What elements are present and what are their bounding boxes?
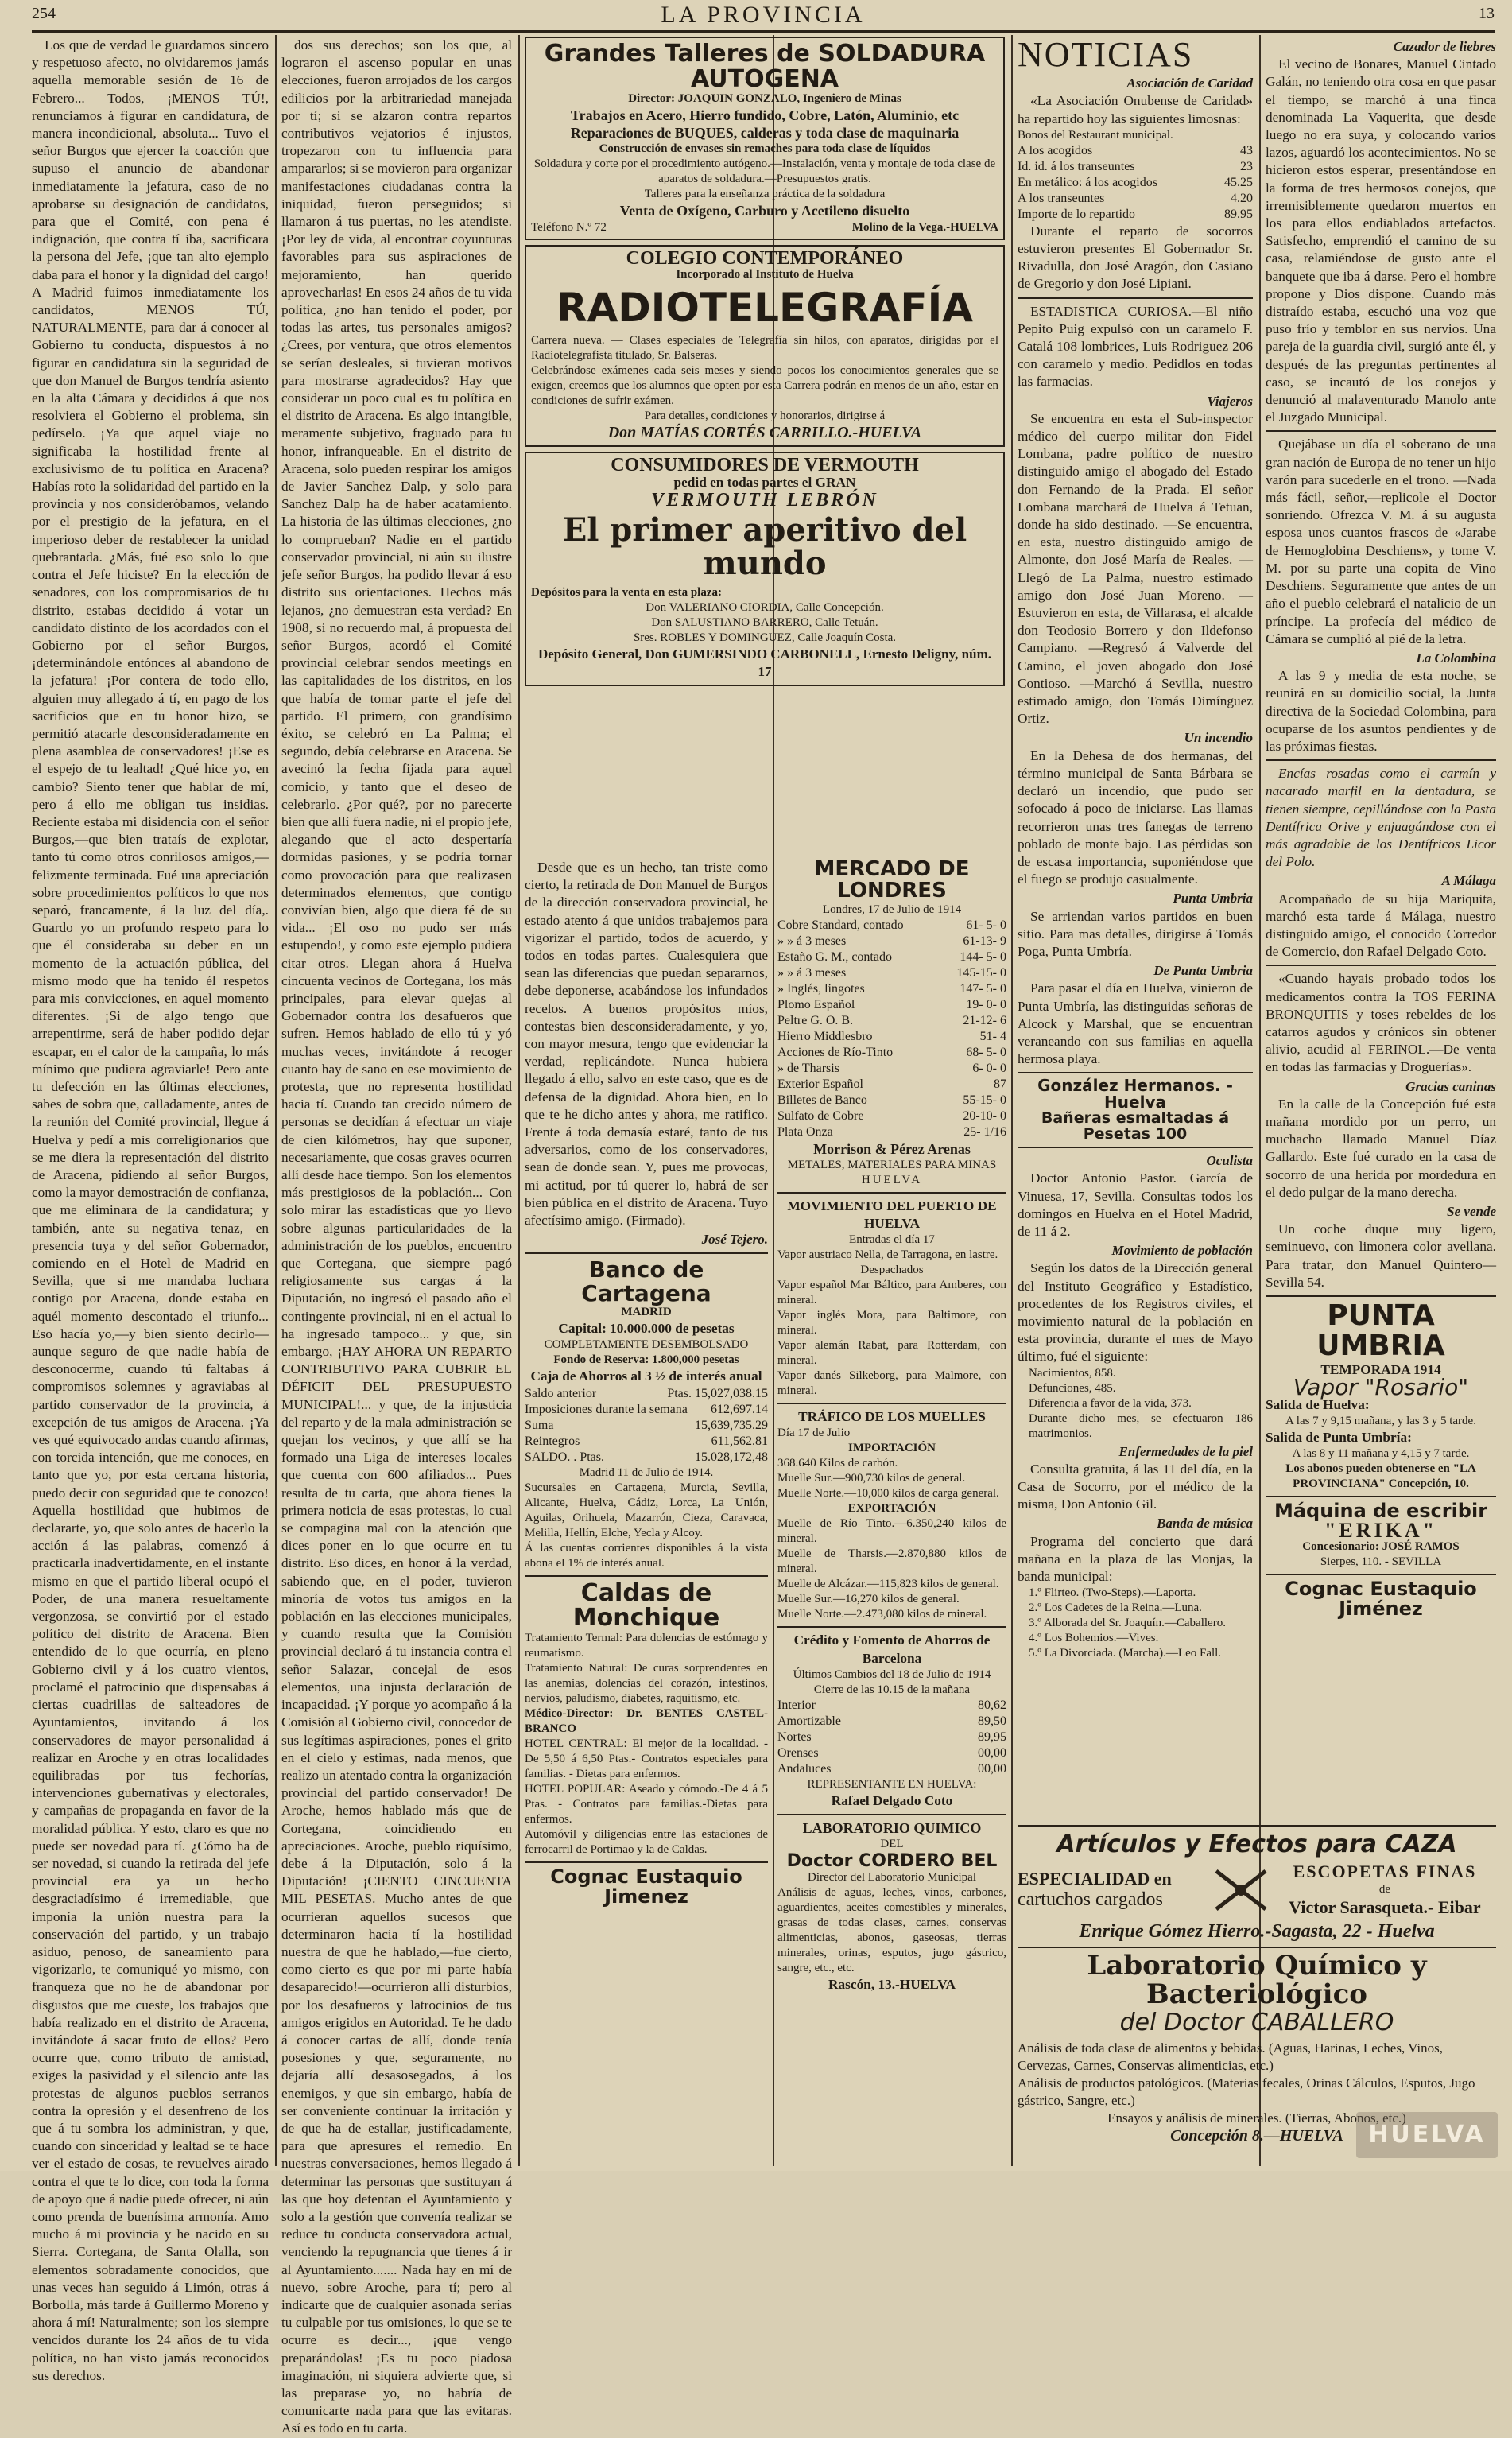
doctor-name: Doctor CORDERO BEL — [786, 1851, 998, 1872]
firm-city: HUELVA — [861, 1173, 923, 1186]
news-text: Se arriendan varios partidos en buen sitio. Para mas detalles, dirigirse á Tomás Poga, Punta Umbría. — [1018, 908, 1253, 959]
row-value: 25- 1/16 — [963, 1124, 1006, 1139]
ad-line: Trabajos en Acero, Hierro fundido, Cobre, Latón, Aluminio, etc — [570, 107, 960, 123]
news-text: Vapor inglés Mora, para Baltimore, con mineral. — [777, 1309, 1006, 1337]
row-value: 80,62 — [978, 1698, 1006, 1712]
row-label: Peltre G. O. B. — [777, 1013, 854, 1027]
section-sub: Despachados — [860, 1264, 924, 1277]
ad-banco — [525, 1258, 768, 1570]
row-value: 15,639,735.29 — [695, 1418, 768, 1432]
ad-soldadura — [525, 37, 1005, 240]
table-row — [1018, 191, 1253, 207]
ad-text: Salida de Punta Umbría: — [1266, 1430, 1412, 1446]
musica-list — [1018, 1586, 1253, 1661]
table-row — [1018, 175, 1253, 191]
row-value: 6- 0- 0 — [972, 1061, 1006, 1075]
ad-text: Tratamiento Termal: Para dolencias de estómago y reumatismo. — [525, 1631, 768, 1660]
ad-text: de — [1378, 1883, 1391, 1896]
header-rule — [32, 30, 1495, 33]
news-heading: La Colombina — [1416, 650, 1496, 666]
ad-text: Depósitos para la venta en esta plaza: — [531, 586, 722, 600]
ad-title: PUNTA UMBRIA — [1316, 1299, 1445, 1362]
mercado-table — [777, 918, 1006, 1140]
caridad-table — [1018, 143, 1253, 223]
ad-subtitle: del Doctor CABALLERO — [1119, 2009, 1394, 2037]
signature: José Tejero. — [701, 1232, 768, 1248]
ad-vermouth — [525, 452, 1005, 686]
firm-name: Morrison & Pérez Arenas — [813, 1140, 971, 1157]
row-label: » de Tharsis — [777, 1061, 839, 1075]
section-date: Londres, 17 de Julio de 1914 — [822, 903, 962, 916]
ad-title: Artículos y Efectos para CAZA — [1056, 1830, 1457, 1858]
table-row — [1018, 143, 1253, 159]
section-title: LABORATORIO QUIMICO — [802, 1820, 982, 1837]
news-text: Muelle de Río Tinto.—6.350,240 kilos de mineral. — [777, 1517, 1006, 1546]
news-heading: Viajeros — [1207, 393, 1253, 409]
ad-subtitle: Incorporado al Instituto de Huelva — [676, 267, 854, 281]
row-label: A los acogidos — [1018, 143, 1093, 157]
row-label: Hierro Middlesbro — [777, 1029, 873, 1043]
ad-text: ESPECIALIDAD en — [1018, 1869, 1172, 1889]
row-label: Acciones de Río-Tinto — [777, 1045, 894, 1059]
table-row — [777, 1108, 1006, 1124]
section-sub: EXPORTACIÓN — [847, 1502, 936, 1516]
ad-text: Madrid 11 de Julio de 1914. — [579, 1466, 714, 1479]
news-text: Encías rosadas como el carmín y nacarado marfil en la dentadura, se tienen siempre, cepillándose con la Pasta Dentífrica Orive y enjuagándose con el más agradable de los Dentífricos Licor del Polo. — [1266, 766, 1496, 870]
table-row — [777, 1029, 1006, 1045]
ad-title: Laboratorio Químico y Bacteriológico — [1087, 1950, 1427, 2010]
news-text: Acompañado de su hija Mariquita, marchó esta tarde á Málaga, nuestro distinguido amigo, el conocido Corredor de Comercio, don Rafael Delgado Coto. — [1266, 891, 1496, 960]
table-row — [525, 1450, 768, 1466]
row-value: 45.25 — [1224, 175, 1253, 189]
news-heading: Punta Umbria — [1173, 891, 1253, 906]
row-label: Imposiciones durante la semana — [525, 1402, 688, 1416]
ad-line: Reparaciones de BUQUES, calderas y toda clase de maquinaria — [570, 125, 960, 142]
puerto — [777, 1198, 1006, 1399]
news-heading: Gracias caninas — [1405, 1078, 1496, 1094]
section-sub: IMPORTACIÓN — [847, 1442, 936, 1455]
news-text: Vapor danés Silkeborg, para Malmore, con mineral. — [777, 1369, 1006, 1398]
section-title: Crédito y Fomento de Ahorros de Barcelona — [793, 1632, 991, 1666]
table-row — [525, 1418, 768, 1434]
news-text: Se encuentra en esta el Sub-inspector médico del cuerpo militar don Fidel Lombana, padre político de nuestro distinguido amigo el abogado del Estado don Fernando de la Prada. El señor Lombana marchará de Huelva á Tetuan, donde ha sido destinado. —Se encuentra, en esta, nuestro distinguido amigo de Almonte, don José María de Reales. —Llegó de La Palma, nuestro estimado amigo don José Juan Moreno. —Estuvieron en esta, de Villarasa, el alcalde don Teodosio Borrero y don Ildefonso Campiano. —Regresó á Valverde del Camino, el joven abogado don José Contioso. —Marchó á Sevilla, nuestro estimado amigo, don Tomás Dimínguez Ortiz. — [1018, 410, 1253, 727]
row-label: Sulfato de Cobre — [777, 1108, 864, 1123]
column-4 — [777, 859, 1006, 2171]
news-text: Análisis de aguas, leches, vinos, carbones, aguardientes, aceites comestibles y minerales, grasas de todas clases, carnes, conservas alimenticias, abonos, gaseosas, tierras minerales, orinas, esputos, jugo gástrico, sangre, etc., etc. — [777, 1886, 1006, 1975]
ad-text: Concesionario: JOSÉ RAMOS — [1302, 1539, 1460, 1553]
article-column-2 — [281, 37, 512, 2436]
news-text: Un coche duque muy ligero, seminuevo, con limonera color avellana. Para tratar, don Manuel Quintero—Sevilla 54. — [1266, 1221, 1496, 1290]
ad-city: MADRID — [621, 1306, 672, 1319]
row-label: Interior — [777, 1698, 816, 1712]
ad-brand: VERMOUTH LEBRÓN — [651, 489, 878, 511]
row-label: Plata Onza — [777, 1124, 833, 1139]
ad-line: Soldadura y corte por el procedimiento autógeno.—Instalación, venta y montaje de toda clase de aparatos de soldadura.—Presupuestos gratis. — [533, 157, 996, 186]
list-item: 1.º Flirteo. (Two-Steps).—Laporta. — [1029, 1586, 1196, 1600]
credito — [777, 1632, 1006, 1810]
table-row — [777, 981, 1006, 997]
row-value: 89.95 — [1224, 207, 1253, 221]
section-sub: Entradas el día 17 — [849, 1233, 935, 1247]
column-rule — [518, 35, 520, 2166]
article-text: dos sus derechos; son los que, al lograron el ascenso popular en unas elecciones, fueron arrojados de los cargos edilicios por la arbitrariedad manejada por tí; si se alzaron contra repartos contributivos vejatorios é injustos, tropezaron con tu influencia para ampararlos; si se movieron para organizar manifestaciones ciudadanas contra la iniquidad, fueron perseguidos; si llamaron á tus puertas, no les atendiste. ¡Por ley de vida, al encontrar coyunturas favorables para sus aspiraciones de mejoramiento, han querido aprovecharlas! En esos 24 años de tu vida política, ¿no han tenido el poder, por todas las artes, tus personales amigos? ¿Crees, por ventura, que otros elementos se serían desleales, si tuvieran motivos para mostrarse agradecidos? Hay que considerar un poco cual es tu política en el distrito de Aracena. Es algo intangible, meramente subjetivo, fraguado para tu honor, infranqueable. En el distrito de Aracena, solo pueden respirar los amigos de Javier Sanchez Dalp, y solo para Sanchez Dalp ha de haber acatamiento. La historia de las últimas elecciones, ¿no lo comprueban? Nadie en el partido conservador provincial, ni aún su ilustre jefe señor Burgos, ha podido llevar á eso distrito sus orientaciones. Hechos más lejanos, ¿no demuestran esta verdad? En 1908, si no recuerdo mal, á propuesta del señor Burgos, acordó el Comité provincial celebrar sendos meetings en las capitalidades de los distritos, en los que había de tomar parte el jefe del partido. El primero, con grandísimo éxito, se celebró en La Palma; el segundo, debía celebrarse en Aracena. Se avecinó la fecha fijada para aquel comicio, y tanto que el deseo de celebrarlo. ¿Por qué?, por no parecerte bien que allí fuera nadie, ni el propio jefe, alegando que el acto despertaría dormidas pasiones, y se podría tornar como provocación para que realizasen determinados elementos, que contigo convivían bien, algo que diera fé de su vida... ¡El oso no pudo ser más estupendo!, y como este ejemplo pudiera citar otros. Llegan ahora á Huelva cincuenta vecinos de Cortegana, los más principales, para elevar quejas al Gobernador contra los desafueros que sufren. Hemos hablado de ello tú y yó muchas veces, invitándote á recoger cuanto hay de sano en ese movimiento de protesta, que no representa hostilidad hacia tí. Cuando tan crecido número de personas se decidían á efectuar un viaje de cien kilómetros, hay que suponer, necesariamente, que cosas graves ocurren allí desde hace tiempo. Son los elementos más prestigiosos de la población... Con solo mirar las estadísticas que yo llevo sobre algunas particularidades de la administración de los pueblos, encuentro que Cortegana, que siempre pagó religiosamente sus cargas á la Diputación, no ingresó el pasado año el contingente provincial, ni en el actual lo ha ingresado tampoco... y que, sin embargo, ¡HAY AHORA UN REPARTO CONTRIBUTIVO PARA CUBRIR EL DÉFICIT DEL PRESUPUESTO MUNICIPAL!... y que, de la injusticia del reparto y de la mala administración se quejan los vecinos, y que allí se ha formado una Liga de intereses locales que cuenta con 600 afiliados... Pues resulta de tu carta, que ahora tienes la primera noticia de esas protestas, lo cual se compagina mal con la atención que dices poner en lo que ocurre en tu distrito. Eso dices, en honor á la verdad, sabiendo que, en el poder, tuvieron minoría de votos tus amigos en la población en las elecciones municipales, y cuando resulta que la Comisión provincial declaró á tu instancia contra el señor Salazar, concejal de esos elementos, una injusta declaración de incapacidad. ¡Y porque yo acompaño á la Comisión al Gobierno civil, conocedor de sus legítimas aspiraciones, pones el grito en el cielo y estimas, nada menos, que realizo un atentado contra la organización provincial del partido conservador! De Aroche, hemos hablado más que de Cortegana, coincidiendo en apreciaciones. Aroche, pueblo riquísimo, debe á la Diputación, solo á la Diputación! ¡CIENTO CINCUENTA MIL PESETAS. Mucho antes de que ocurrieran aquellos sucesos que determinaron hacia tí la hostilidad nuestra de que he hablado,—fue cierto, como cierto es que por mi parte había desaparecido!—ocurrieron allí disturbios, por los desafueros y latrocinios de tus amigos erigidos en Autoridad. Te he dado á conocer cartas de allí, donde tenía posesiones y que, seguramente, no dejaría allí desasosegados, á los enemigos, y que sin embargo, había de ser conveniente continuar la irritación y de que ha de estallar, justificadamente, para que apresures el remedio. En nuestras conversaciones, hemos llegado á determinar las personas que sustituyan á las que hoy detentan el Ayuntamiento y solo a la gestión que convenía realizar se reduce tu conducta conservadora actual, venciendo la repugnancia que tienes á ir al Ayuntamiento....... Nada hay en mí de nuevo, sobre Aroche, para tí; pero al indicarte que de cualquier asonada serías tu culpable por tus omisiones, lo que se te ocurre es decir..., ¡que vengo preparándolas! ¡Es tu poco piadosa imaginación, ni siquiera advierte que, si las preparase yo, no habría de comunicarte nada para que las evitaras. Así es todo en tu carta. — [281, 37, 512, 2436]
news-text: Consulta gratuita, á las 11 del día, en la Casa de Socorro, por el médico de la misma, Don Antonio Gil. — [1018, 1461, 1253, 1512]
table-row — [777, 965, 1006, 981]
ad-text: HOTEL POPULAR: Aseado y cómodo.-De 4 á 5 Ptas. - Contratos para familias.-Dietas para enfermos. — [525, 1782, 768, 1826]
news-text: Quejábase un día el soberano de una gran nación de Europa de no tener un hijo varón para sucederle en el trono. —Nada más fácil, señor,—replicole el Doctor sonriendo. Ofrezca V. M. á su augusta esposa unos cuantos frascos de «Jarabe de Hemoglobina Deschiens», y tome V. M. por su parte una copita de Vino Deschiens. Seguramente que antes de un año el pueblo celebrará el natalicio de un príncipe. La profecía del médico de Cámara se cumplió al pié de la letra. — [1266, 437, 1496, 646]
table-row — [777, 997, 1006, 1013]
row-value: 61- 5- 0 — [966, 918, 1006, 932]
ad-title: Caldas de Monchique — [572, 1578, 720, 1632]
row-label: Andaluces — [777, 1761, 832, 1776]
row-label: Nortes — [777, 1730, 812, 1744]
row-value: 612,697.14 — [711, 1402, 768, 1416]
news-text: Doctor Antonio Pastor. García de Vinuesa, 17, Sevilla. Consultas todos los domingos en Huelva en el Hotel Madrid, de 11 á 2. — [1018, 1170, 1253, 1240]
news-heading: Enfermedades de la piel — [1118, 1443, 1253, 1459]
row-label: Cobre Standard, contado — [777, 918, 904, 932]
news-text: 368.640 Kilos de carbón. — [777, 1457, 898, 1470]
news-text: En la Dehesa de dos hermanas, del término municipal de Santa Bárbara se declaró un incendio, que pudo ser sofocado á poco de iniciarse. Las llamas recorrieron unas tres fanegas de terreno poblado de monte bajo. Las pérdidas son de escasa importancia, suponiéndose que el fuego se produjo casualmente. — [1018, 747, 1253, 887]
section-date: Día 17 de Julio — [777, 1427, 851, 1440]
row-label: Id. id. á los transeuntes — [1018, 159, 1135, 173]
row-value: 20-10- 0 — [963, 1108, 1006, 1123]
row-label: » » á 3 meses — [777, 934, 847, 948]
row-value: 55-15- 0 — [963, 1093, 1006, 1107]
list-item: Nacimientos, 858. — [1029, 1366, 1116, 1380]
ad-headline: El primer aperitivo del mundo — [562, 511, 967, 583]
table-row — [777, 949, 1006, 965]
row-value: Ptas. 15,027,038.15 — [667, 1386, 768, 1400]
row-label: Exterior Español — [777, 1077, 863, 1091]
ad-text: cartuchos cargados — [1018, 1889, 1163, 1910]
trafico — [777, 1408, 1006, 1622]
masthead: LA PROVINCIA — [661, 2, 866, 28]
watermark-text: HUELVA — [1368, 2121, 1486, 2149]
ad-subtitle: pedid en todas partes el GRAN — [673, 474, 856, 490]
ad-line: Talleres para la enseñanza práctica de la soldadura — [644, 188, 886, 201]
news-text: Muelle Sur.—16,270 kilos de general. — [777, 1593, 960, 1606]
banco-table — [525, 1386, 768, 1466]
news-text: Bonos del Restaurant municipal. — [1018, 128, 1173, 142]
ad-text: Sres. ROBLES Y DOMINGUEZ, Calle Joaquín Costa. — [633, 631, 897, 645]
section-title: MERCADO DE LONDRES — [814, 857, 970, 903]
table-row — [525, 1386, 768, 1402]
ad-text: Para detalles, condiciones y honorarios, dirigirse á — [644, 410, 886, 423]
news-text: ESTADISTICA CURIOSA.—El niño Pepito Puig expulsó con un caramelo F. Catalá 108 lombrices, Luis Rodriguez 206 con caramelo y medio. Pedidlos en todas las farmacias. — [1018, 303, 1253, 390]
news-text: Vapor alemán Rabat, para Rotterdam, con mineral. — [777, 1339, 1006, 1368]
ad-text: Fondo de Reserva: 1.800,000 pesetas — [553, 1353, 739, 1367]
firm-sub: METALES, MATERIALES PARA MINAS — [787, 1158, 997, 1171]
news-text: «La Asociación Onubense de Caridad» ha repartido hoy las siguientes limosnas: — [1018, 93, 1253, 126]
table-row — [525, 1434, 768, 1450]
lab-cordero — [777, 1819, 1006, 1994]
ads-column-wide — [525, 37, 1005, 848]
ad-text: Don VALERIANO CIORDIA, Calle Concepción. — [646, 601, 884, 615]
table-row — [1018, 207, 1253, 223]
right-page-number: 13 — [1479, 5, 1495, 22]
ad-text: COMPLETAMENTE DESEMBOLSADO — [544, 1338, 749, 1352]
news-text: «Cuando hayais probado todos los medicamentos contra la TOS FERINA BRONQUITIS y toses rebeldes de los catarros agudos y crónicos sin obtener alivio, acudid al FERINOL.—De venta en todas las farmacias y Droguerías». — [1266, 971, 1496, 1075]
section-sub: Últimos Cambios del 18 de Julio de 1914 — [793, 1667, 991, 1681]
row-label: A los transeuntes — [1018, 191, 1105, 205]
ad-line: Construcción de envases sin remaches para toda clase de líquidos — [599, 142, 931, 156]
table-row — [525, 1402, 768, 1418]
credito-table — [777, 1698, 1006, 1777]
news-heading: Movimiento de población — [1111, 1243, 1253, 1259]
ad-text: Caja de Ahorros al 3 ½ de interés anual — [530, 1368, 762, 1384]
table-row — [1018, 159, 1253, 175]
lab-address: Rascón, 13.-HUELVA — [828, 1977, 956, 1993]
ad-text: A las 7 y 9,15 mañana, y las 3 y 5 tarde. — [1285, 1415, 1476, 1428]
archive-watermark — [1356, 2112, 1498, 2158]
ad-text: Tratamiento Natural: De curas sorprendentes en las anemias, dolencias del corazón, intestinos, nervios, paludismo, diabetes, raquitismo, etc. — [525, 1661, 768, 1705]
rep-name: Rafael Delgado Coto — [831, 1792, 953, 1808]
table-row — [777, 1730, 1006, 1745]
page-header — [32, 0, 1495, 32]
left-page-number: 254 — [32, 5, 56, 22]
list-item: Durante dicho mes, se efectuaron 186 matrimonios. — [1029, 1411, 1253, 1440]
table-row — [777, 1013, 1006, 1029]
news-text: Vapor español Mar Báltico, para Amberes, con mineral. — [777, 1279, 1006, 1307]
ad-brand: "ERIKA" — [1324, 1518, 1438, 1542]
row-value: 23 — [1240, 159, 1253, 173]
ad-text: Sierpes, 110. - SEVILLA — [1320, 1555, 1442, 1568]
ad-director: Director: JOAQUIN GONZALO, Ingeniero de Minas — [628, 92, 901, 105]
row-label: SALDO. . Ptas. — [525, 1450, 605, 1464]
news-heading: A Málaga — [1441, 873, 1496, 889]
news-text: Muelle de Alcázar.—115,823 kilos de general. — [777, 1578, 999, 1591]
row-value: 15.028,172,48 — [695, 1450, 768, 1464]
ad-text: Á las cuentas corrientes disponibles á la vista abona el 1% de interés anual. — [525, 1541, 768, 1570]
row-label: Suma — [525, 1418, 554, 1432]
row-label: Importe de lo repartido — [1018, 207, 1135, 221]
poblacion-list — [1018, 1366, 1253, 1442]
ad-title: Máquina de escribir — [1274, 1500, 1488, 1523]
row-label: Estaño G. M., contado — [777, 949, 892, 964]
row-value: 68- 5- 0 — [966, 1045, 1006, 1059]
table-row — [777, 1698, 1006, 1714]
news-heading: Cazador de liebres — [1393, 39, 1496, 54]
news-heading: Oculista — [1206, 1153, 1253, 1169]
column-6 — [1266, 37, 1496, 1818]
table-row — [777, 1745, 1006, 1761]
news-text: Muelle Sur.—900,730 kilos de general. — [777, 1472, 966, 1485]
list-item: 4.º Los Bohemios.—Vives. — [1029, 1632, 1159, 1645]
row-label: Orenses — [777, 1745, 819, 1760]
ad-title: González Hermanos. - Huelva — [1037, 1076, 1233, 1112]
ad-headline: RADIOTELEGRAFÍA — [556, 284, 973, 331]
ad-text: Médico-Director: Dr. BENTES CASTEL-BRANCO — [525, 1706, 768, 1735]
row-label: En metálico: á los acogidos — [1018, 175, 1157, 189]
row-value: 00,00 — [978, 1745, 1006, 1760]
row-value: 611,562.81 — [711, 1434, 768, 1448]
news-text: Para pasar el día en Huelva, vinieron de Punta Umbría, las distinguidas señoras de Alcock y Marshal, que se encuentran veraneando con sus familias en aquella hermosa playa. — [1018, 980, 1253, 1067]
ad-text: Don SALUSTIANO BARRERO, Calle Tetuán. — [651, 616, 878, 630]
section-title: NOTICIAS — [1018, 35, 1194, 74]
section-sub: Director del Laboratorio Municipal — [807, 1871, 976, 1885]
news-text: Vapor austriaco Nella, de Tarragona, en lastre. — [777, 1248, 998, 1262]
row-label: » » á 3 meses — [777, 965, 847, 980]
row-label: Billetes de Banco — [777, 1093, 867, 1107]
ad-phone: Teléfono N.º 72 — [531, 220, 607, 234]
row-value: 89,50 — [978, 1714, 1006, 1728]
column-rule — [275, 35, 277, 2166]
article-text: Los que de verdad le guardamos sincero y respetuoso afecto, no olvidaremos jamás aquella memorable sesión de 16 de Febrero... Todos, ¡MENOS TÚ!, renunciamos á figurar en candidatura, de manera incondicional, absoluta... Tuvo el señor Burgos que ejercer la coacción que supuso el anuncio de abandonar inmediatamente la jefatura, caso de no aprobarse su designación de candidatos, para que el Comité, con pena é indignación, que contra tí iba, sacrificara la persona del Jefe, ¡que tan alto ejemplo daba para el honor y la dignidad del cargo! A Madrid fuimos inmediatamente los candidatos, MENOS TÚ, NATURALMENTE, para dar á conocer al Gobierno tu conducta, dispuestos á no figurar en candidatura sin la seguridad de que don Manuel de Burgos tendría asiento en la alta Cámara y decididos á que nos resolviera el Gobierno el problema, sin pedírselo. ¡Ya que aquel viaje no significaba la hostilidad frente al exclusivismo de tu política en Aracena? Habías roto la solidaridad del partido en la provincia y nos consideróbamos, velando por el prestigio de la jefatura, en el imperioso deber de restablecer la unidad quebrantada. ¿Más, fué eso solo lo que contra el Jefe hiciste? En la elección de senadores, con los compromisarios de tu distrito, estabas decidido á votar un candidato distinto de los acordados con el Gobierno por el señor Burgos, ¡determinándole entónces al abandono de la jefatura! ¡Por contera de todo ello, alguien muy allegado á tí, en pago de los sacrificios que en tu honor hizo, se permitió atacarle desconsideradamente en plena asamblea de conservadores! ¡Ese es el espejo de tu lealtad! ¿Qué hice yo, en cambio? Siento tener que hablar de mí, pero á ello me obligan tus insidias. Reciente estaba mi disidencia con el señor Burgos,—que bien trataís de explotar, tanto tú como otros conrilosos amigos,—felizmente terminada. Fué una apreciación sobre procedimientos políticos lo que nos separó, francamente, á la luz del día,. Guardo yo un profundo respeto para lo que él consideraba su deber en un momento de la actuación pública, del mismo modo que ha tenido él respetos para mis convicciones, en aquel momento diferentes. ¡Si de algo tengo que arrepentirme, será de haber podido dejar escapar, en el calor de la campaña, lo más mínimo que pudiera agraviarle! Pero ante tu defección en las últimas elecciones, sabes de sobra que, calladamente, antes de la reunión del Comité provincial, llegue á Huelva y pedí a mis correligionarios que se me diera la representación del distrito de Aracena, pidiendo al señor Burgos, como la mayor demostración de confianza, que me eliminara de la candidatura; y también, ante su negativa tenaz, en presencia tuya y del señor Gobernador, comiendo en el Hotel de Madrid en Sevilla, que si me mandaba luchara contigo por Aracena, donde estaba en aquél momento descontado el triunfo... Eso hacía yo,—y bien siento decirlo—aunque seguro de que nadie había de desconocerme, cuando tú faltabas á compromisos solemnes y agraviabas al partido conservador de la provincia, á excepción de tus amigos de Aracena. ¡Ya ves qué equivocado andas cuando afirmas, con torcida intención, que me conoces, en tanto que yo, por esta cercana historia, puedo decir con seguridad que te conozco! Aquella hostilidad que hubimos de declararte, yo, que solo antes de hacerlo la acción á las palabras, comenzó á practicarla inadvertidamente, en el instante mismo en que el partido liberal ocupó el Poder, de una manera resueltamente vergonzosa, se convirtió por el estado político del distrito de Aracena. Bien entendido de lo que ocurría, en pleno Gobierno civil y á los cuatro vientos, proclamé el patrocinio que dispensabas á ciertas cuadrillas de salteadores de Ayuntamientos, invitando á los conservadores de mayor personalidad á realizar en Aroche y en otras localidades equilibradas por tus fechorías, intervenciones gubernativas y electorales, y campañas de propaganda en favor de la moralidad pública. Y esto, claro es que no puede ser novedad para tí. ¿Cómo ha de ser novedad, si cuando la retirada del jefe provincial era ya un hecho desgraciadísimo é irremediable, que imponía la unión nuestra para la conservación del partido, y un trabajo asiduo, penoso, de saneamiento para vigorizarlo, te comuniqué yo mismo, con franqueza que no he de abandonar por disgustos que me cueste, los trabajos que había realizado en el distrito de Aracena, invitándote á sacar fruto de ellos? Pero ocurre que, como tributo de amistad, exiges la pasividad y el silencio ante las protestas de algunos pueblos serranos contra la opresión y el desenfreno de los que á tu sombra los administran, y que, cuando con sinceridad y lealtad se te hace ver el estado de cosas, te revuelves airado contra el que te lo dice, con toda la forma de apoyo que á nadie puede ofrecer, ni aún como prenda de buenísima armonía. Amo mucho á mi provincia y he nacido en su Sierra. Cortegana, de Santa Olalla, son elementos sobradamente conocidos, que unas veces han seguido á Limón, otras á Borbolla, más tarde á Guillermo Moreno y ahora á mí! Naturalmente; son los siempre vencidos durante los 24 años de tu vida política, no han visto jamás reconocidos sus derechos. — [32, 37, 269, 2383]
row-value: 43 — [1240, 143, 1253, 157]
ad-punta-umbria — [1266, 1301, 1496, 1492]
table-row — [777, 1061, 1006, 1077]
table-row — [777, 1761, 1006, 1777]
article-column-1 — [32, 37, 269, 2383]
ad-text: Automóvil y diligencias entre las estaciones de ferrocarril de Portimao y la de Caldas. — [525, 1827, 768, 1856]
row-value: 19- 0- 0 — [966, 997, 1006, 1011]
ad-text: Victor Sarasqueta.- Eibar — [1289, 1897, 1481, 1917]
row-value: 89,95 — [978, 1730, 1006, 1744]
table-row — [777, 934, 1006, 949]
ad-title: COLEGIO CONTEMPORÁNEO — [626, 247, 904, 269]
news-heading: De Punta Umbria — [1153, 963, 1253, 979]
row-value: 145-15- 0 — [956, 965, 1006, 980]
news-text: Muelle Norte.—10,000 kilos de carga general. — [777, 1487, 999, 1500]
ad-cognac: Cognac Eustaquio Jiménez — [1285, 1577, 1477, 1620]
ad-text: ESCOPETAS FINAS — [1293, 1861, 1477, 1881]
row-value: 00,00 — [978, 1761, 1006, 1776]
crossed-guns-icon — [1213, 1868, 1269, 1912]
row-label: » Inglés, lingotes — [777, 981, 865, 996]
news-text: Programa del concierto que dará mañana en la plaza de las Monjas, la banda municipal: — [1018, 1533, 1253, 1585]
table-row — [777, 1077, 1006, 1093]
mercado-londres — [777, 859, 1006, 1188]
row-value: 21-12- 6 — [963, 1013, 1006, 1027]
news-heading: Banda de música — [1157, 1516, 1253, 1532]
news-text: Muelle de Tharsis.—2.870,880 kilos de mineral. — [777, 1547, 1006, 1576]
ad-text: Depósito General, Don GUMERSINDO CARBONELL, Ernesto Deligny, núm. 17 — [537, 646, 991, 680]
ad-contact: Don MATÍAS CORTÉS CARRILLO.-HUELVA — [607, 424, 922, 442]
row-value: 144- 5- 0 — [960, 949, 1006, 964]
column-3-lower — [525, 859, 768, 2171]
ad-text: A las 8 y 11 mañana y 4,15 y 7 tarde. — [1292, 1447, 1470, 1461]
table-row — [777, 918, 1006, 934]
ad-text: Análisis de productos patológicos. (Materias fecales, Orinas Cálculos, Esputos, Jugo gástrico, Sangre, etc.) — [1018, 2075, 1475, 2109]
table-row — [777, 1093, 1006, 1108]
list-item: Diferencia a favor de la vida, 373. — [1029, 1396, 1192, 1410]
news-heading: Se vende — [1447, 1204, 1496, 1219]
ad-text: Celebrándose exámenes cada seis meses y siendo pocos los conocimientos generales que se exigen, creemos que los alumnos que opten por esta Carrera podrán en menos de un año, estar en condiciones de sufrir exámen. — [531, 364, 998, 408]
section-sub: DEL — [880, 1838, 904, 1851]
ad-caldas — [525, 1578, 768, 1858]
row-label: Reintegros — [525, 1434, 580, 1448]
ad-subtitle: Bañeras esmaltadas á Pesetas 100 — [1041, 1109, 1230, 1143]
ad-title: Banco de Cartagena — [581, 1256, 711, 1306]
news-text: El vecino de Bonares, Manuel Cintado Galán, no teniendo otra cosa en que pasar el tiempo, se marchó á una finca denominada La Vaquerita, que desde luego no era suya, y colocando varios lazos, aguardó los acontecimientos. No se hicieron estos esperar, presentándose en la forma de tres hermosos conejos, que irremisiblemente quedaron muertos en los para ellos endiablados artefactos. Satisfecho, emprendió el camino de su casa, relamiéndose de gusto ante el banquete que iba á darse. Pero el hombre propone y Dios dispone. Cuando más distraído estaba, escuchó una voz que puso frío y temblor en sus nervios. Una pareja de la guardia civil, surgió ante él, y después de las preguntas pertinentes al caso, se incautó de los conejos y denunció al malaventurado Manolo ante el Juzgado Municipal. — [1266, 56, 1496, 425]
section-sub: Cierre de las 10.15 de la mañana — [813, 1683, 971, 1696]
row-value: 51- 4 — [979, 1029, 1006, 1043]
news-text: A las 9 y media de esta noche, se reunirá en su domicilio social, la Junta directiva de la Sociedad Colombina, para ocuparse de los asuntos pendientes y de las próximas fiestas. — [1266, 668, 1496, 754]
news-text: Durante el reparto de socorros estuvieron presentes El Gobernador Sr. Rivadulla, don José Aragón, don Casiano de Gregorio y don José Lipiani. — [1018, 223, 1253, 292]
ad-text: Sucursales en Cartagena, Murcia, Sevilla, Alicante, Huelva, Cádiz, Lorca, La Unión, Aguilas, Orihuela, Mazarrón, Cieza, Caravaca, Melilla, Hellín, Elche, Yecla y Alcoy. — [525, 1481, 768, 1539]
ad-text: Salida de Huelva: — [1266, 1397, 1370, 1413]
table-row — [777, 1124, 1006, 1140]
list-item: 5.º La Divorciada. (Marcha).—Leo Fall. — [1029, 1647, 1222, 1660]
ad-text: HOTEL CENTRAL: El mejor de la localidad. - De 5,50 á 6,50 Ptas.- Contratos especiales para familias. - Dietas para enfermos. — [525, 1737, 768, 1780]
row-label: Amortizable — [777, 1714, 841, 1728]
ad-erika — [1266, 1501, 1496, 1569]
ad-address: Enrique Gómez Hierro.-Sagasta, 22 - Huelva — [1079, 1921, 1435, 1942]
ad-vapor: Vapor "Rosario" — [1293, 1373, 1469, 1400]
ad-line: Venta de Oxígeno, Carburo y Acetileno disuelto — [619, 203, 910, 219]
ad-text: Capital: 10.000.000 de pesetas — [558, 1321, 735, 1337]
news-text: Según los datos de la Dirección general del Instituto Geográfico y Estadístico, procedentes de los Registros civiles, el movimiento natural de la población en esta provincia, durante el mes de Mayo último, fué el siguiente: — [1018, 1260, 1253, 1365]
list-item: 2.º Los Cadetes de la Reina.—Luna. — [1029, 1601, 1202, 1615]
table-row — [777, 1714, 1006, 1730]
article-text: Desde que es un hecho, tan triste como cierto, la retirada de Don Manuel de Burgos de la dirección conservadora provincial, he estado atento á que unidos trabajemos para vigorizar el partido, todos de acuerdo, y todos en todas partes. Cualesquiera que sean las diferencias que puedan separarnos, debe deponerse, acabándose los infundados recelos. A buenos propósitos míos, contestas bien desconsideradamente, y yo, con mayor mesura, tengo que evidenciar la verdad, replicándote. Nunca hubiera llegado á ello, salvo en este caso, que es de defensa de la dignidad. Ahora bien, en lo que te he dicho antes y ahora, me ratifico. Frente á toda demasía estaré, tanto de tus adversarios, como de los conservadores, sean de donde sean. Y, pues me provocas, mi actitud, por tú querer lo, habrá de ser bien pública en el distrito de Aracena. Tuyo afectísimo amigo. (Firmado). — [525, 860, 768, 1229]
ad-address: Molino de la Vega.-HUELVA — [851, 220, 998, 234]
ad-cognac: Cognac Eustaquio Jimenez — [550, 1865, 742, 1908]
news-text: Muelle Norte.—2.473,080 kilos de mineral. — [777, 1608, 987, 1621]
ad-colegio — [525, 245, 1005, 447]
ad-text: Análisis de toda clase de alimentos y bebidas. (Aguas, Harinas, Leches, Vinos, Cervezas, Carnes, Conservas alimenticias, etc.) — [1018, 2040, 1443, 2074]
section-sub: REPRESENTANTE EN HUELVA: — [807, 1777, 977, 1791]
row-value: 4.20 — [1231, 191, 1253, 205]
noticias-column — [1018, 37, 1253, 1818]
ad-subtitle: TEMPORADA 1914 — [1320, 1361, 1441, 1377]
news-heading: Asociación de Caridad — [1126, 76, 1253, 91]
list-item: 3.º Alborada del Sr. Joaquín.—Caballero. — [1029, 1617, 1226, 1630]
news-heading: Un incendio — [1184, 730, 1253, 746]
list-item: Defunciones, 485. — [1029, 1381, 1116, 1395]
ad-title: CONSUMIDORES DE VERMOUTH — [611, 454, 919, 476]
column-rule — [1011, 35, 1013, 2166]
row-value: 147- 5- 0 — [960, 981, 1006, 996]
ad-text: Los abonos pueden obtenerse en "LA PROVINCIANA" Concepción, 10. — [1285, 1462, 1476, 1491]
ad-title: Grandes Talleres de SOLDADURA AUTOGENA — [544, 40, 986, 93]
news-text: En la calle de la Concepción fué esta mañana mordido por un perro, un muchacho llamado Manuel Díaz Gallardo. Este fué curado en la casa de socorro de una herida por mordedura en el dedo pulgar de la mano derecha. — [1266, 1096, 1496, 1200]
row-label: Saldo anterior — [525, 1386, 597, 1400]
section-title: TRÁFICO DE LOS MUELLES — [798, 1409, 986, 1425]
row-value: 61-13- 9 — [963, 934, 1006, 948]
section-title: MOVIMIENTO DEL PUERTO DE HUELVA — [787, 1198, 997, 1231]
ad-address: Concepción 8.—HUELVA — [1170, 2127, 1343, 2145]
row-value: 87 — [994, 1077, 1006, 1091]
ad-text: Ensayos y análisis de minerales. (Tierras, Abonos, etc.) — [1107, 2110, 1406, 2126]
table-row — [777, 1045, 1006, 1061]
ad-text: Carrera nueva. — Clases especiales de Telegrafía sin hilos, con aparatos, dirigidas por el Radiotelegrafista titulado, Sr. Balseras. — [531, 334, 998, 363]
row-label: Plomo Español — [777, 997, 855, 1011]
